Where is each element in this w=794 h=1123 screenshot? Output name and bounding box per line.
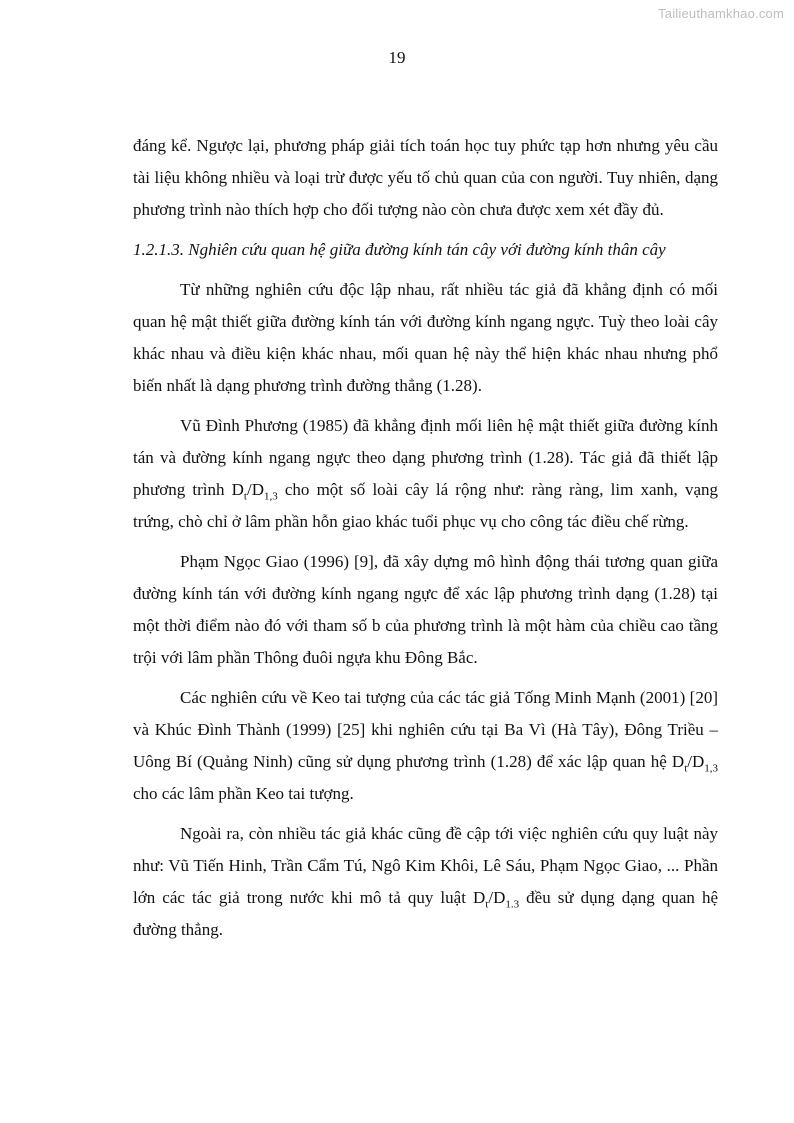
paragraph-4 xyxy=(133,682,718,810)
paragraph-2-text-a: Vũ Đình Phương (1985) đã khẳng định mối liên hệ mật thiết giữa đường kính tán và đường kính ngang ngực theo dạng phương trình (1.28). Tác giả đã thiết lập phương trình D xyxy=(133,416,718,499)
subscript-t: t xyxy=(684,762,688,775)
paragraph-4-text-b: cho các lâm phần Keo tai tượng. xyxy=(133,784,354,803)
section-heading: 1.2.1.3. Nghiên cứu quan hệ giữa đường kính tán cây với đường kính thân cây xyxy=(133,240,666,259)
paragraph-2 xyxy=(133,410,718,538)
watermark-text: Tailieuthamkhao.com xyxy=(658,6,784,21)
paragraph-5-text-a: Ngoài ra, còn nhiều tác giả khác cũng đề cập tới việc nghiên cứu quy luật này như: Vũ Tiến Hinh, Trần Cẩm Tú, Ngô Kim Khôi, Lê Sáu, Phạm Ngọc Giao, ... Phần lớn các tác giả trong nước khi mô tả quy luật D xyxy=(133,824,718,907)
paragraph-5 xyxy=(133,818,718,946)
paragraph-2-text-b: cho một số loài cây lá rộng như: ràng ràng, lim xanh, vạng trứng, chò chỉ ở lâm phần hỗn giao khác tuổi phục vụ cho công tác điều chế rừng. xyxy=(133,480,718,531)
paragraph-continuation: đáng kể. Ngược lại, phương pháp giải tích toán học tuy phức tạp hơn nhưng yêu cầu tài liệu không nhiều và loại trừ được yếu tố chủ quan của con người. Tuy nhiên, dạng phương trình nào thích hợp cho đối tượng nào còn chưa được xem xét đầy đủ. xyxy=(133,136,718,219)
paragraph-5-text-b: đều sử dụng dạng quan hệ đường thẳng. xyxy=(133,888,718,939)
document-body xyxy=(133,130,718,954)
subscript-t: t xyxy=(243,490,247,503)
subscript-1-3: 1,3 xyxy=(704,762,718,775)
subscript-1-3: 1,3 xyxy=(263,490,278,503)
slash-d: /D xyxy=(246,480,264,499)
paragraph-4-text-a: Các nghiên cứu về Keo tai tượng của các tác giả Tống Minh Mạnh (2001) [20] và Khúc Đình Thành (1999) [25] khi nghiên cứu tại Ba Vì (Hà Tây), Đông Triều – Uông Bí (Quảng Ninh) cũng sử dụng phương trình (1.28) để xác lập quan hệ D xyxy=(133,688,718,771)
subscript-1-3: 1.3 xyxy=(505,898,520,911)
paragraph-1: Từ những nghiên cứu độc lập nhau, rất nhiều tác giả đã khẳng định có mối quan hệ mật thiết giữa đường kính tán với đường kính ngang ngực. Tuỳ theo loài cây khác nhau và điều kiện khác nhau, mối quan hệ này thể hiện khác nhau nhưng phổ biến nhất là dạng phương trình đường thẳng (1.28). xyxy=(133,280,718,395)
subscript-t: t xyxy=(485,898,489,911)
paragraph-3: Phạm Ngọc Giao (1996) [9], đã xây dựng mô hình động thái tương quan giữa đường kính tán với đường kính ngang ngực để xác lập phương trình dạng (1.28) tại một thời điểm nào đó với tham số b của phương trình là một hàm của chiều cao tầng trội với lâm phần Thông đuôi ngựa khu Đông Bắc. xyxy=(133,552,718,667)
page-number: 19 xyxy=(388,48,406,67)
slash-d: /D xyxy=(687,752,705,771)
slash-d: /D xyxy=(488,888,506,907)
